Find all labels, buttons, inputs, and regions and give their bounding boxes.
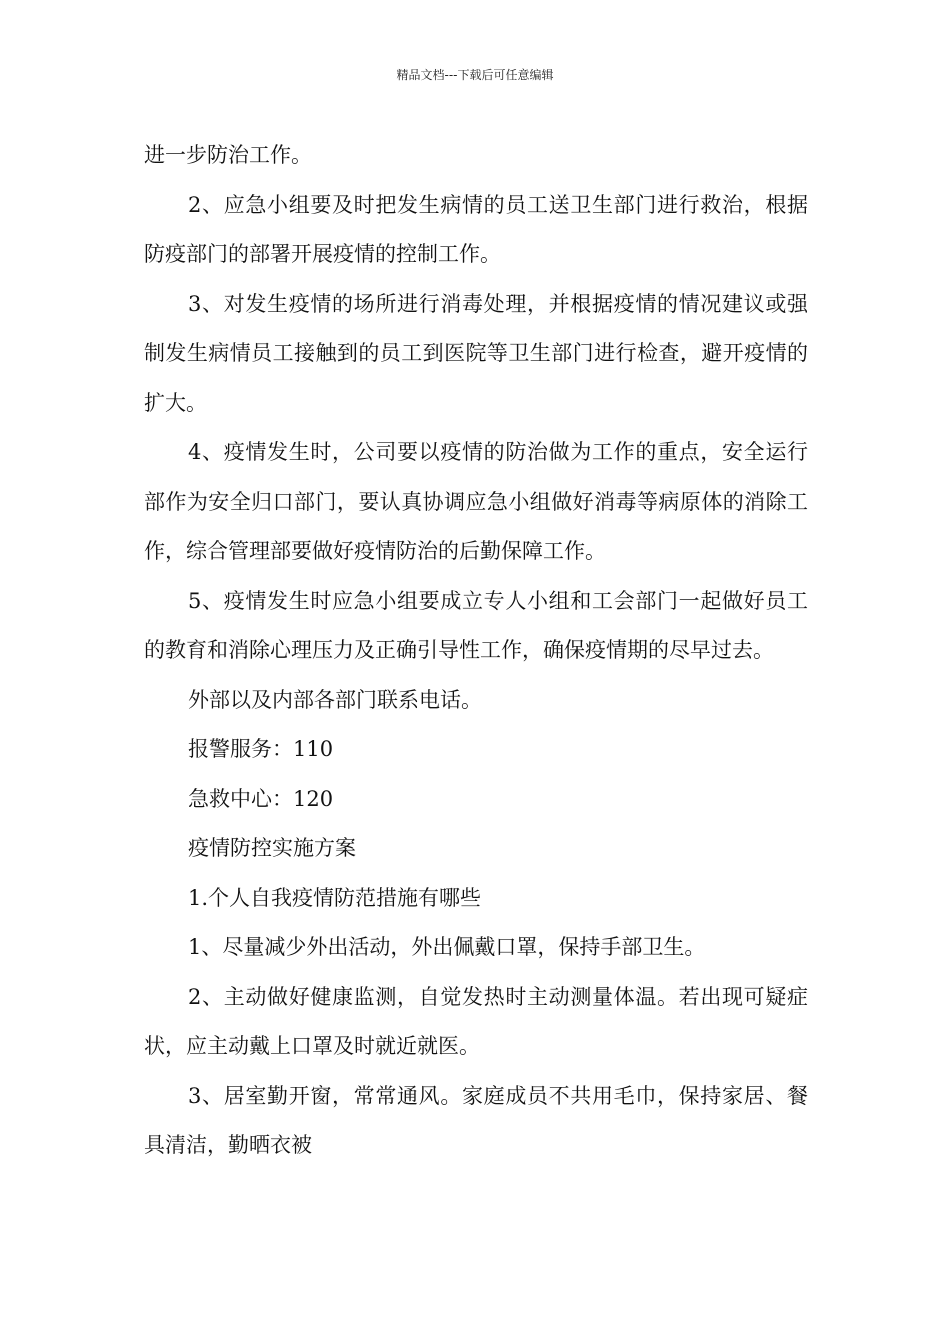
paragraph: 5、疫情发生时应急小组要成立专人小组和工会部门一起做好员工的教育和消除心理压力及正确引导性工作，确保疫情期的尽早过去。 (144, 588, 808, 662)
paragraph: 2、应急小组要及时把发生病情的员工送卫生部门进行救治，根据防疫部门的部署开展疫情的控制工作。 (144, 192, 808, 266)
document-body (144, 131, 808, 1171)
paragraph: 3、对发生疫情的场所进行消毒处理，并根据疫情的情况建议或强制发生病情员工接触到的员工到医院等卫生部门进行检查，避开疫情的扩大。 (144, 291, 808, 415)
paragraph: 4、疫情发生时，公司要以疫情的防治做为工作的重点，安全运行部作为安全归口部门，要认真协调应急小组做好消毒等病原体的消除工作，综合管理部要做好疫情防治的后勤保障工作。 (144, 440, 808, 563)
paragraph: 1、尽量减少外出活动，外出佩戴口罩，保持手部卫生。 (188, 935, 706, 959)
paragraph: 2、主动做好健康监测，自觉发热时主动测量体温。若出现可疑症状，应主动戴上口罩及时就近就医。 (144, 984, 808, 1058)
section-title: 疫情防控实施方案 (188, 836, 356, 860)
page-header: 精品文档---下载后可任意编辑 (396, 68, 554, 82)
paragraph: 3、居室勤开窗，常常通风。家庭成员不共用毛巾，保持家居、餐具清洁，勤晒衣被 (144, 1083, 808, 1157)
subsection-title: 1.个人自我疫情防范措施有哪些 (188, 885, 482, 910)
paragraph: 外部以及内部各部门联系电话。 (188, 687, 482, 712)
paragraph: 急救中心：120 (188, 786, 334, 811)
paragraph: 进一步防治工作。 (144, 143, 312, 167)
paragraph: 报警服务：110 (188, 737, 334, 761)
